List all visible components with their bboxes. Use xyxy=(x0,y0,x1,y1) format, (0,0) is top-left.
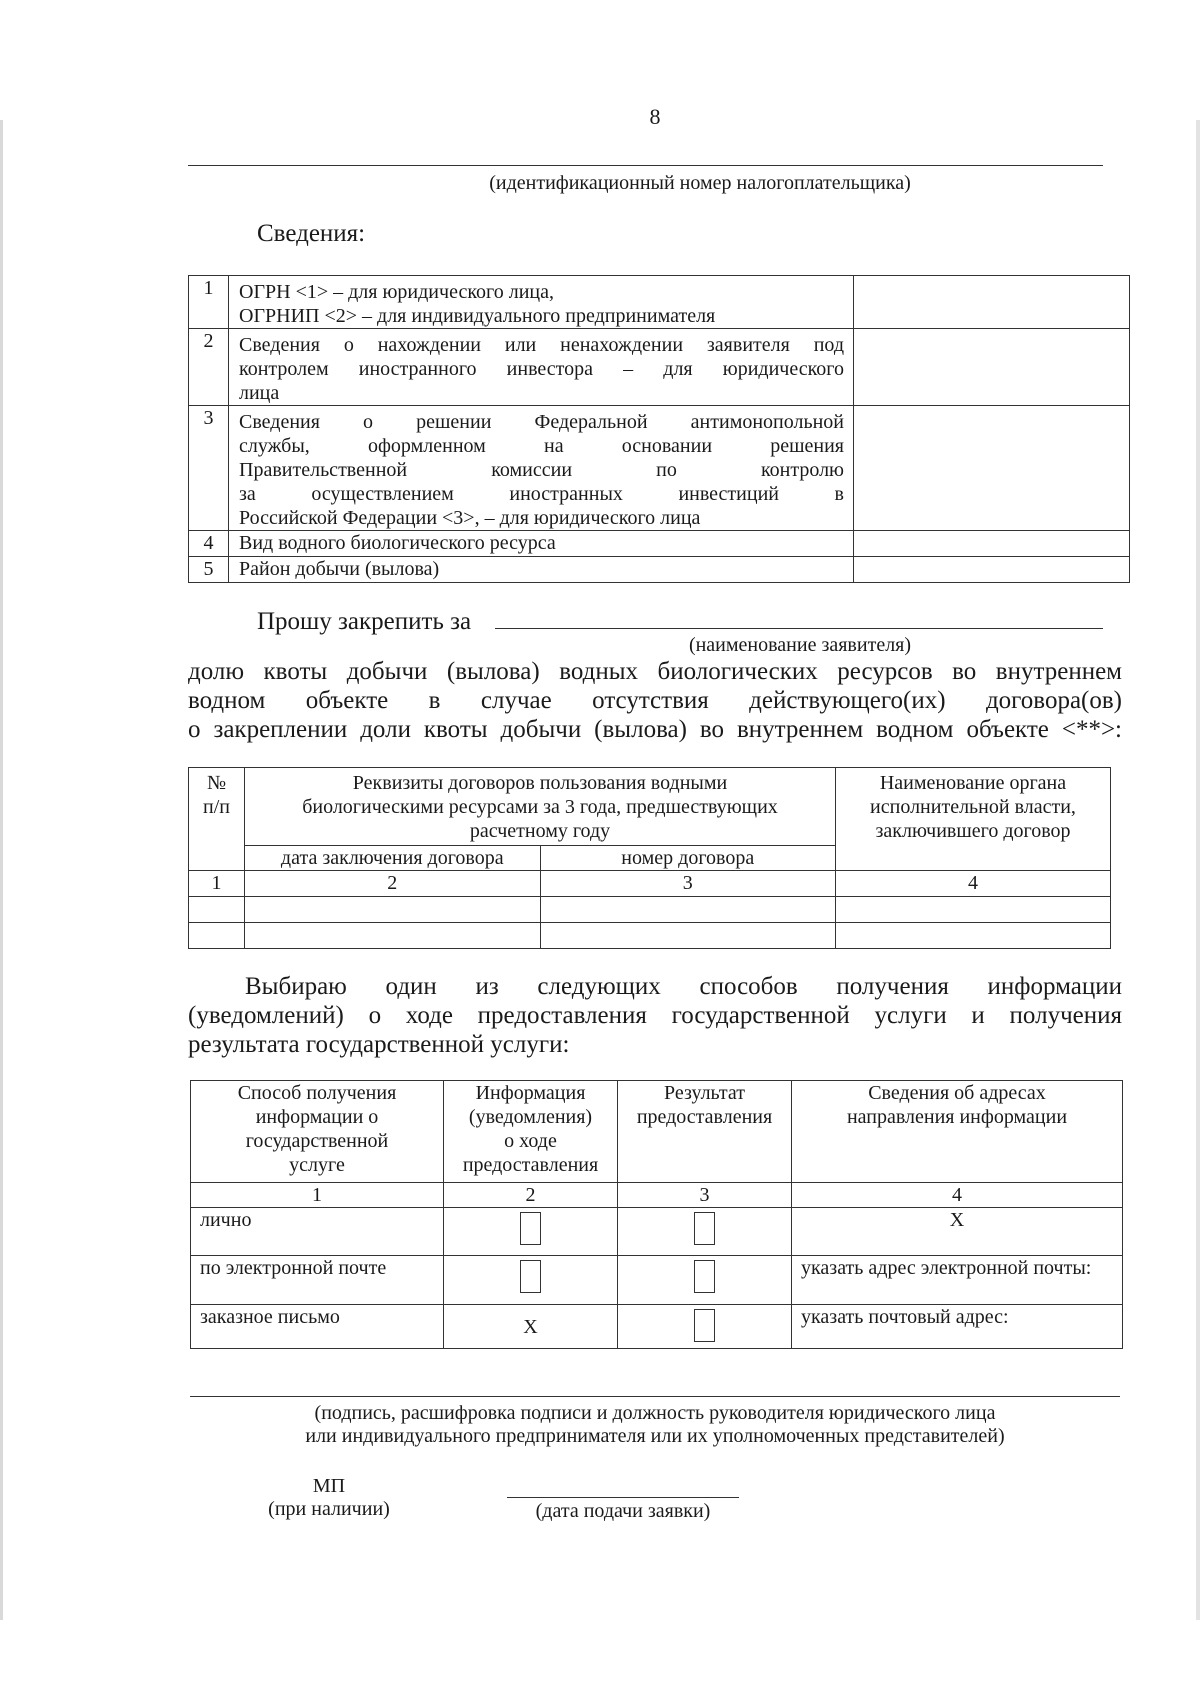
col-address-header: Сведения об адресах направления информации xyxy=(792,1081,1123,1183)
result-checkbox[interactable] xyxy=(694,1309,715,1342)
info-mark-cell[interactable]: X xyxy=(444,1305,618,1349)
row-number: 4 xyxy=(189,531,229,557)
value-cell[interactable] xyxy=(854,557,1130,583)
address-cell[interactable]: указать почтовый адрес: xyxy=(792,1305,1123,1349)
result-checkbox-cell[interactable] xyxy=(618,1305,792,1349)
row-text: Сведения о решении Федеральной антимонопольной службы, оформленном на основании решения Правительственной комиссии по контролю за осуществлением иностранных инвестиций в Российской Федерации <3>, – для юридического лица xyxy=(229,406,854,531)
col-result-header: Результат предоставления xyxy=(618,1081,792,1183)
info-checkbox[interactable] xyxy=(520,1260,541,1293)
info-checkbox[interactable] xyxy=(520,1212,541,1245)
section-title: Сведения: xyxy=(257,220,366,247)
table-index-row: 1 2 3 4 xyxy=(191,1183,1123,1208)
value-cell[interactable] xyxy=(854,406,1130,531)
inn-line xyxy=(188,165,1103,166)
page-edge-left xyxy=(0,120,3,1620)
table-row xyxy=(189,406,1130,531)
row-number: 1 xyxy=(189,276,229,329)
date-line[interactable] xyxy=(507,1497,739,1498)
table-row xyxy=(189,531,1130,557)
applicant-caption: (наименование заявителя) xyxy=(688,634,912,656)
applicant-name-line[interactable] xyxy=(495,628,1103,629)
method-label: по электронной почте xyxy=(191,1256,444,1305)
value-cell[interactable] xyxy=(854,531,1130,557)
row-number: 3 xyxy=(189,406,229,531)
info-checkbox-cell[interactable] xyxy=(444,1256,618,1305)
row-number: 2 xyxy=(189,329,229,406)
value-cell[interactable] xyxy=(854,276,1130,329)
col-method-header: Способ получения информации о государственной услуге xyxy=(191,1081,444,1183)
stamp-label: МП xyxy=(312,1475,346,1497)
table-row xyxy=(189,557,1130,583)
page-number: 8 xyxy=(649,104,661,129)
table-row xyxy=(191,1208,1123,1256)
result-checkbox-cell[interactable] xyxy=(618,1256,792,1305)
col-contract-number-header: номер договора xyxy=(540,846,836,871)
table-index-row: 1 2 3 4 xyxy=(189,871,1111,897)
methods-table xyxy=(190,1080,1123,1349)
request-paragraph: долю квоты добычи (вылова) водных биологических ресурсов во внутреннем водном объекте в случае отсутствия действующего(их) договора(ов) о закреплении доли квоты добычи (вылова) во внутреннем водном объекте <**>: xyxy=(188,658,1122,743)
info-table xyxy=(188,275,1130,583)
table-row xyxy=(189,923,1111,949)
table-header-row xyxy=(189,768,1111,846)
inn-caption: (идентификационный номер налогоплательщика) xyxy=(489,172,911,194)
date-caption: (дата подачи заявки) xyxy=(535,1500,711,1522)
page-edge-right xyxy=(1196,120,1200,1620)
choose-paragraph: Выбираю один из следующих способов получения информации (уведомлений) о ходе предоставления государственной услуги и получения результата государственной услуги: xyxy=(188,973,1122,1058)
info-checkbox-cell[interactable] xyxy=(444,1208,618,1256)
table-row xyxy=(191,1256,1123,1305)
row-text: Сведения о нахождении или ненахождении заявителя под контролем иностранного инвестора – для юридического лица xyxy=(229,329,854,406)
table-row xyxy=(189,276,1130,329)
col-info-header: Информация (уведомления) о ходе предоставления xyxy=(444,1081,618,1183)
row-text: Вид водного биологического ресурса xyxy=(229,531,854,557)
col-number-header: № п/п xyxy=(189,768,245,871)
row-text: ОГРН <1> – для юридического лица, ОГРНИП <2> – для индивидуального предпринимателя xyxy=(229,276,854,329)
col-date-header: дата заключения договора xyxy=(245,846,541,871)
result-checkbox-cell[interactable] xyxy=(618,1208,792,1256)
contract-details-header: Реквизиты договоров пользования водными биологическими ресурсами за 3 года, предшествующих расчетному году xyxy=(245,768,836,846)
row-text: Район добычи (вылова) xyxy=(229,557,854,583)
row-number: 5 xyxy=(189,557,229,583)
signature-caption: (подпись, расшифровка подписи и должность руководителя юридического лица или индивидуального предпринимателя или их уполномоченных представителей) xyxy=(305,1402,1005,1447)
table-row xyxy=(191,1305,1123,1349)
stamp-block xyxy=(254,1475,404,1521)
request-prefix: Прошу закрепить за xyxy=(257,608,472,635)
table-row xyxy=(189,897,1111,923)
stamp-note: (при наличии) xyxy=(268,1498,390,1520)
value-cell[interactable] xyxy=(854,329,1130,406)
address-cell[interactable]: указать адрес электронной почты: xyxy=(792,1256,1123,1305)
contracts-table xyxy=(188,767,1111,949)
signature-line[interactable] xyxy=(190,1396,1120,1397)
address-cell[interactable]: X xyxy=(792,1208,1123,1256)
method-label: заказное письмо xyxy=(191,1305,444,1349)
result-checkbox[interactable] xyxy=(694,1212,715,1245)
table-row xyxy=(189,329,1130,406)
method-label: лично xyxy=(191,1208,444,1256)
col-org-header: Наименование органа исполнительной власти, заключившего договор xyxy=(836,768,1111,871)
result-checkbox[interactable] xyxy=(694,1260,715,1293)
table-header-row xyxy=(191,1081,1123,1183)
